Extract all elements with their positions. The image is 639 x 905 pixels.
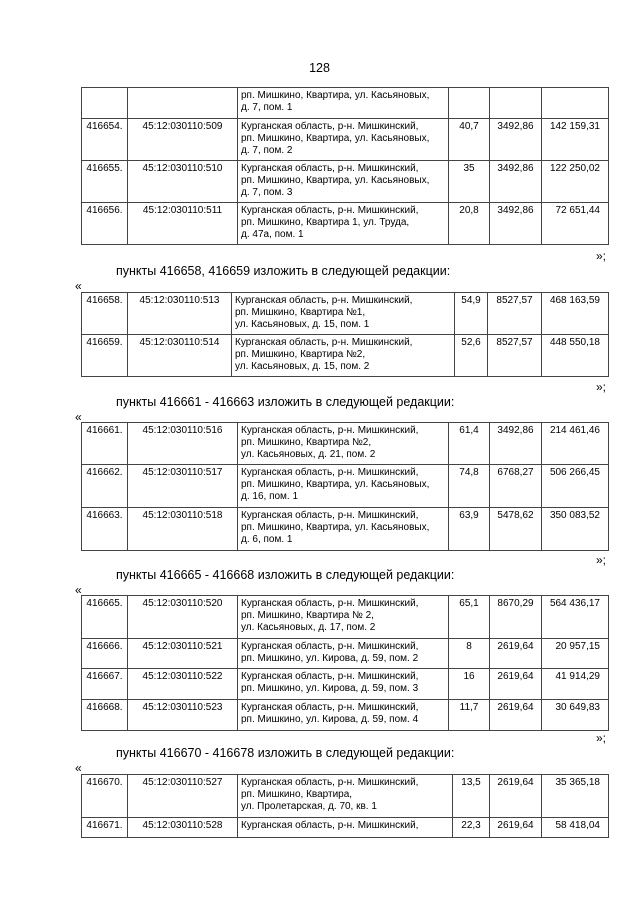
address-line: рп. Мишкино, Квартира, — [241, 789, 353, 800]
row-number: 416661. — [82, 423, 128, 465]
table-row — [82, 596, 609, 639]
total-cell: 350 083,52 — [542, 508, 609, 551]
section-heading: пункты 416661 - 416663 изложить в следующей редакции: — [116, 395, 455, 409]
address-cell — [238, 88, 449, 119]
cadastral-number: 45:12:030110:510 — [128, 161, 238, 203]
closing-quote: »; — [596, 249, 607, 263]
row-number: 416666. — [82, 639, 128, 669]
table-row — [82, 465, 609, 508]
address-cell — [232, 335, 455, 377]
address-line: Курганская область, р-н. Мишкинский, — [241, 598, 419, 609]
area-cell: 13,5 — [453, 775, 490, 818]
address-line: Курганская область, р-н. Мишкинский, — [241, 205, 419, 216]
closing-quote: »; — [596, 553, 607, 567]
table-row — [82, 88, 609, 119]
address-line: д. 6, пом. 1 — [241, 534, 293, 545]
total-cell: 506 266,45 — [542, 465, 609, 508]
cadastral-number: 45:12:030110:522 — [128, 669, 238, 700]
table-row — [82, 423, 609, 465]
address-cell — [232, 293, 455, 335]
row-number: 416667. — [82, 669, 128, 700]
address-line: д. 7, пом. 3 — [241, 187, 293, 198]
opening-quote: « — [75, 279, 82, 293]
row-number: 416663. — [82, 508, 128, 551]
address-line: рп. Мишкино, Квартира, ул. Касьяновых, — [241, 522, 430, 533]
area-cell: 35 — [449, 161, 490, 203]
address-line: ул. Пролетарская, д. 70, кв. 1 — [241, 801, 377, 812]
cadastral-number: 45:12:030110:511 — [128, 203, 238, 245]
total-cell: 214 461,46 — [542, 423, 609, 465]
total-cell: 30 649,83 — [542, 700, 609, 731]
cadastral-number: 45:12:030110:520 — [128, 596, 238, 639]
section-heading: пункты 416670 - 416678 изложить в следующей редакции: — [116, 746, 455, 760]
price-cell: 5478,62 — [490, 508, 542, 551]
price-cell: 2619,64 — [490, 639, 542, 669]
area-cell: 65,1 — [449, 596, 490, 639]
address-line: рп. Мишкино, ул. Кирова, д. 59, пом. 3 — [241, 683, 419, 694]
address-line: д. 47а, пом. 1 — [241, 229, 304, 240]
price-cell: 2619,64 — [490, 700, 542, 731]
address-line: Курганская область, р-н. Мишкинский, — [241, 425, 419, 436]
address-line: рп. Мишкино, Квартира 1, ул. Труда, — [241, 217, 410, 228]
address-line: Курганская область, р-н. Мишкинский, — [241, 467, 419, 478]
area-cell: 20,8 — [449, 203, 490, 245]
address-cell — [238, 639, 449, 669]
address-cell — [238, 508, 449, 551]
address-line: рп. Мишкино, Квартира, ул. Касьяновых, — [241, 175, 430, 186]
area-cell: 74,8 — [449, 465, 490, 508]
row-number: 416656. — [82, 203, 128, 245]
area-cell: 63,9 — [449, 508, 490, 551]
price-cell: 3492,86 — [490, 423, 542, 465]
address-line: Курганская область, р-н. Мишкинский, — [241, 121, 419, 132]
address-cell — [238, 700, 449, 731]
area-cell: 52,6 — [455, 335, 488, 377]
cadastral-number: 45:12:030110:528 — [128, 818, 238, 838]
cadastral-number: 45:12:030110:516 — [128, 423, 238, 465]
address-line: Курганская область, р-н. Мишкинский, — [235, 337, 413, 348]
address-line: Курганская область, р-н. Мишкинский, — [241, 702, 419, 713]
table-row — [82, 161, 609, 203]
table-section-3 — [81, 595, 609, 731]
price-cell: 8527,57 — [488, 335, 542, 377]
address-cell — [238, 119, 449, 161]
closing-quote: »; — [596, 731, 607, 745]
address-line: рп. Мишкино, Квартира №2, — [235, 349, 366, 360]
address-line: Курганская область, р-н. Мишкинский, — [241, 671, 419, 682]
price-cell: 6768,27 — [490, 465, 542, 508]
address-cell — [238, 669, 449, 700]
row-number — [82, 88, 128, 119]
row-number: 416668. — [82, 700, 128, 731]
address-line: д. 16, пом. 1 — [241, 491, 299, 502]
address-line: Курганская область, р-н. Мишкинский, — [241, 510, 419, 521]
address-line: ул. Касьяновых, д. 17, пом. 2 — [241, 622, 376, 633]
total-cell: 72 651,44 — [542, 203, 609, 245]
address-line: Курганская область, р-н. Мишкинский, — [235, 295, 413, 306]
row-number: 416662. — [82, 465, 128, 508]
row-number: 416670. — [82, 775, 128, 818]
address-line: рп. Мишкино, Квартира, ул. Касьяновых, — [241, 479, 430, 490]
opening-quote: « — [75, 410, 82, 424]
area-cell: 8 — [449, 639, 490, 669]
price-cell: 3492,86 — [490, 161, 542, 203]
section-heading: пункты 416665 - 416668 изложить в следующей редакции: — [116, 568, 455, 582]
row-number: 416654. — [82, 119, 128, 161]
closing-quote: »; — [596, 380, 607, 394]
table-row — [82, 669, 609, 700]
cadastral-number: 45:12:030110:527 — [128, 775, 238, 818]
cadastral-number: 45:12:030110:521 — [128, 639, 238, 669]
total-cell: 468 163,59 — [542, 293, 609, 335]
address-line: д. 7, пом. 1 — [241, 102, 293, 113]
table-row — [82, 335, 609, 377]
address-cell — [238, 203, 449, 245]
address-line: Курганская область, р-н. Мишкинский, — [241, 163, 419, 174]
address-line: рп. Мишкино, ул. Кирова, д. 59, пом. 4 — [241, 714, 419, 725]
cadastral-number: 45:12:030110:513 — [128, 293, 232, 335]
address-cell — [238, 818, 453, 838]
address-line: рп. Мишкино, ул. Кирова, д. 59, пом. 2 — [241, 653, 419, 664]
section-heading: пункты 416658, 416659 изложить в следующей редакции: — [116, 264, 451, 278]
table-row — [82, 293, 609, 335]
address-line: Курганская область, р-н. Мишкинский, — [241, 641, 419, 652]
address-cell — [238, 161, 449, 203]
page-number: 128 — [309, 61, 330, 75]
total-cell: 564 436,17 — [542, 596, 609, 639]
table-section-4 — [81, 774, 609, 838]
row-number: 416659. — [82, 335, 128, 377]
address-line: д. 7, пом. 2 — [241, 145, 293, 156]
price-cell: 8670,29 — [490, 596, 542, 639]
address-line: рп. Мишкино, Квартира, ул. Касьяновых, — [241, 133, 430, 144]
address-cell — [238, 775, 453, 818]
address-line: Курганская область, р-н. Мишкинский, — [241, 820, 419, 831]
opening-quote: « — [75, 583, 82, 597]
total-cell: 41 914,29 — [542, 669, 609, 700]
total-cell: 58 418,04 — [542, 818, 609, 838]
area-cell: 16 — [449, 669, 490, 700]
cadastral-number: 45:12:030110:509 — [128, 119, 238, 161]
address-line: рп. Мишкино, Квартира №2, — [241, 437, 372, 448]
area-cell: 40,7 — [449, 119, 490, 161]
address-line: рп. Мишкино, Квартира №1, — [235, 307, 366, 318]
table-row — [82, 119, 609, 161]
opening-quote: « — [75, 761, 82, 775]
total-cell: 142 159,31 — [542, 119, 609, 161]
cadastral-number: 45:12:030110:514 — [128, 335, 232, 377]
row-number: 416655. — [82, 161, 128, 203]
total-cell: 20 957,15 — [542, 639, 609, 669]
table-section-1 — [81, 292, 609, 377]
address-line: рп. Мишкино, Квартира № 2, — [241, 610, 374, 621]
address-cell — [238, 423, 449, 465]
price-cell — [490, 88, 542, 119]
area-cell: 61,4 — [449, 423, 490, 465]
table-row — [82, 775, 609, 818]
total-cell: 448 550,18 — [542, 335, 609, 377]
address-line: Курганская область, р-н. Мишкинский, — [241, 777, 419, 788]
price-cell: 8527,57 — [488, 293, 542, 335]
total-cell: 35 365,18 — [542, 775, 609, 818]
table-row — [82, 818, 609, 838]
price-cell: 3492,86 — [490, 203, 542, 245]
table-section-0 — [81, 87, 609, 245]
table-row — [82, 639, 609, 669]
table-section-2 — [81, 422, 609, 551]
price-cell: 2619,64 — [490, 775, 542, 818]
table-row — [82, 508, 609, 551]
address-cell — [238, 596, 449, 639]
price-cell: 3492,86 — [490, 119, 542, 161]
address-line: ул. Касьяновых, д. 21, пом. 2 — [241, 449, 376, 460]
cadastral-number: 45:12:030110:518 — [128, 508, 238, 551]
area-cell: 54,9 — [455, 293, 488, 335]
total-cell — [542, 88, 609, 119]
table-row — [82, 203, 609, 245]
address-line: рп. Мишкино, Квартира, ул. Касьяновых, — [241, 90, 430, 101]
row-number: 416658. — [82, 293, 128, 335]
cadastral-number: 45:12:030110:523 — [128, 700, 238, 731]
row-number: 416665. — [82, 596, 128, 639]
price-cell: 2619,64 — [490, 818, 542, 838]
area-cell: 22,3 — [453, 818, 490, 838]
area-cell — [449, 88, 490, 119]
address-line: ул. Касьяновых, д. 15, пом. 2 — [235, 361, 370, 372]
row-number: 416671. — [82, 818, 128, 838]
cadastral-number: 45:12:030110:517 — [128, 465, 238, 508]
address-cell — [238, 465, 449, 508]
total-cell: 122 250,02 — [542, 161, 609, 203]
cadastral-number — [128, 88, 238, 119]
address-line: ул. Касьяновых, д. 15, пом. 1 — [235, 319, 370, 330]
area-cell: 11,7 — [449, 700, 490, 731]
price-cell: 2619,64 — [490, 669, 542, 700]
table-row — [82, 700, 609, 731]
